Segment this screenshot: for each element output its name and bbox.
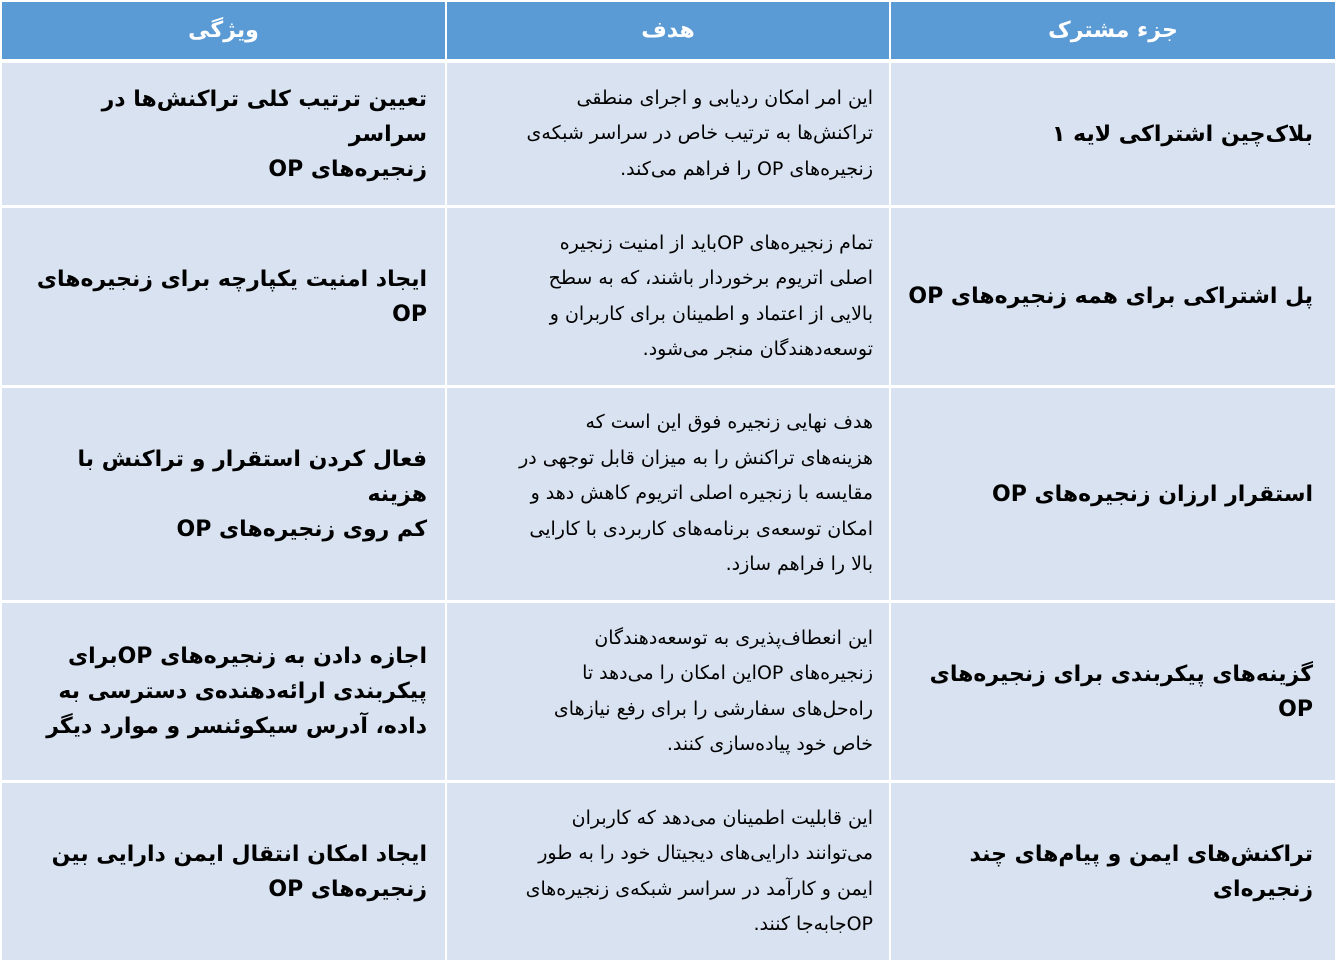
header-part-label: جزء مشترک xyxy=(1048,18,1178,43)
cell-goal-text: هدف نهایی زنجیره فوق این است که هزینه‌های تراکنش را به میزان قابل توجهی در مقایسه با زنجیره اصلی اتریوم کاهش دهد و امکان توسعه‌ی برنامه‌های کاربردی با کارایی بالا را فراهم سازد. xyxy=(519,411,873,576)
header-feature xyxy=(2,2,445,59)
cell-part xyxy=(891,603,1335,780)
cell-part xyxy=(891,208,1335,385)
header-goal xyxy=(447,2,889,59)
cell-part xyxy=(891,388,1335,600)
cell-feature xyxy=(2,783,445,960)
cell-part-text: گزینه‌های پیکربندی برای زنجیره‌های OP xyxy=(929,661,1313,722)
cell-goal-text: این امر امکان ردیابی و اجرای منطقی تراکنش‌ها به ترتیب خاص در سراسر شبکه‌ی زنجیره‌های OP را فراهم می‌کند. xyxy=(526,86,873,180)
cell-part-text: استقرار ارزان زنجیره‌های OP xyxy=(992,481,1313,507)
table-row xyxy=(0,783,1339,960)
cell-part xyxy=(891,63,1335,205)
cell-goal xyxy=(447,63,889,205)
cell-goal-text: این انعطاف‌پذیری به توسعه‌دهندگان زنجیره‌های OPاین امکان را می‌دهد تا راه‌حل‌های سفارشی را برای رفع نیازهای خاص خود پیاده‌سازی کنند. xyxy=(553,626,873,755)
cell-part-text: پل اشتراکی برای همه زنجیره‌های OP xyxy=(908,284,1313,309)
header-feature-label: ویژگی xyxy=(188,18,259,43)
cell-goal xyxy=(447,208,889,385)
cell-feature-text: تعیین ترتیب کلی تراکنش‌ها در سراسر زنجیره‌های OP xyxy=(101,86,427,182)
cell-feature-text: ایجاد امنیت یکپارچه برای زنجیره‌های OP xyxy=(36,266,427,327)
cell-goal xyxy=(447,783,889,960)
header-part xyxy=(891,2,1335,59)
table-row xyxy=(0,603,1339,780)
table-row xyxy=(0,208,1339,385)
table-header-row xyxy=(0,2,1339,59)
cell-goal-text: تمام زنجیره‌های OPباید از امنیت زنجیره اصلی اتریوم برخوردار باشند، که به سطح بالایی از اعتماد و اطمینان برای کاربران و توسعه‌دهندگان منجر می‌شود. xyxy=(548,231,873,360)
cell-feature-text: اجازه دادن به زنجیره‌های OPبرای پیکربندی ارائه‌دهنده‌ی دسترسی به داده، آدرس سیکوئنسر و موارد دیگر xyxy=(46,644,427,739)
header-goal-label: هدف xyxy=(641,18,695,43)
cell-feature xyxy=(2,603,445,780)
cell-goal xyxy=(447,603,889,780)
cell-goal xyxy=(447,388,889,600)
cell-part-text: بلاک‌چین اشتراکی لایه ۱ xyxy=(1052,121,1313,147)
cell-feature-text: فعال کردن استقرار و تراکنش با هزینه کم روی زنجیره‌های OP xyxy=(77,446,427,542)
table-row xyxy=(0,63,1339,205)
cell-goal-text: این قابلیت اطمینان می‌دهد که کاربران می‌توانند دارایی‌های دیجیتال خود را به طور ایمن و کارآمد در سراسر شبکه‌ی زنجیره‌های OPجابه‌جا کنند. xyxy=(525,806,873,935)
cell-part xyxy=(891,783,1335,960)
table-row xyxy=(0,388,1339,600)
cell-part-text: تراکنش‌های ایمن و پیام‌های چند زنجیره‌ای xyxy=(969,841,1313,902)
cell-feature xyxy=(2,63,445,205)
cell-feature xyxy=(2,388,445,600)
cell-feature-text: ایجاد امکان انتقال ایمن دارایی بین زنجیره‌های OP xyxy=(51,841,427,902)
cell-feature xyxy=(2,208,445,385)
